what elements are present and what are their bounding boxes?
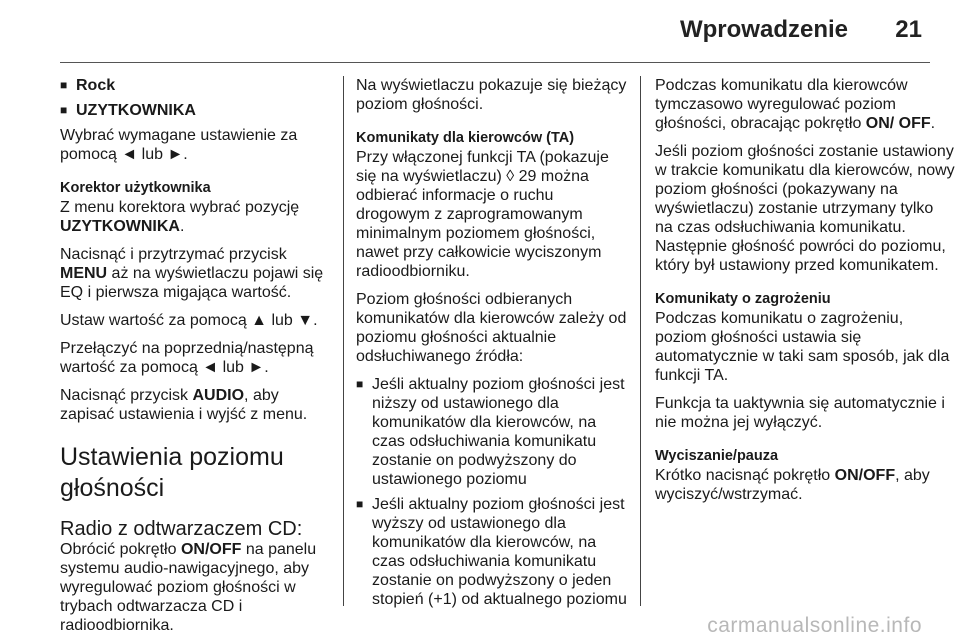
column-2 — [356, 76, 628, 615]
bullet-icon: ■ — [60, 103, 68, 117]
watermark: carmanualsonline.info — [707, 614, 922, 637]
paragraph: Na wyświetlaczu pokazuje się bieżący poziom głośności. — [356, 77, 627, 113]
column-3 — [655, 76, 955, 513]
bullet-icon: ■ — [60, 78, 68, 92]
section-heading: Ustawienia poziomu głośności — [60, 443, 284, 502]
list-item — [356, 495, 628, 609]
paragraph: Nacisnąć i przytrzymać przycisk MENU aż na wyświetlaczu pojawi się EQ i pierwsza migająca wartość. — [60, 246, 324, 301]
list-item-text: Rock — [76, 77, 116, 94]
list-item — [356, 375, 628, 489]
paragraph: Obrócić pokrętło ON/OFF na panelu systemu audio-nawigacyjnego, aby wyregulować poziom głośności w trybach odtwarzacza CD i radioodbiornika. — [60, 541, 317, 634]
page-number: 21 — [895, 16, 922, 43]
subheading: Komunikaty dla kierowców (TA) — [356, 130, 575, 146]
list-item-text: UZYTKOWNIKA — [76, 102, 196, 119]
page-title: Wprowadzenie — [679, 16, 848, 43]
column-divider — [640, 76, 641, 606]
paragraph: Poziom głośności odbieranych komunikatów dla kierowców zależy od poziomu głośności aktualnie odsłuchiwanego źródła: — [356, 291, 627, 365]
list-item-text: Jeśli aktualny poziom głośności jest wyższy od ustawionego dla komunikatów dla kierowców, na czas odsłuchiwania komunikatu zostanie on podwyższony o jeden stopień (+1) od aktualnego poziomu — [372, 496, 627, 608]
paragraph: Nacisnąć przycisk AUDIO, aby zapisać ustawienia i wyjść z menu. — [60, 387, 308, 423]
paragraph: Podczas komunikatu dla kierowców tymczasowo wyregulować poziom głośności, obracając pokrętło ON/ OFF. — [655, 77, 936, 132]
subheading: Wyciszanie/pauza — [655, 448, 779, 464]
list-item — [60, 76, 332, 95]
bullet-icon: ■ — [356, 497, 364, 511]
subheading: Korektor użytkownika — [60, 180, 211, 196]
subheading: Komunikaty o zagrożeniu — [655, 291, 831, 307]
paragraph: Krótko nacisnąć pokrętło ON/OFF, aby wyciszyć/wstrzymać. — [655, 467, 930, 503]
list-item-text: Jeśli aktualny poziom głośności jest niższy od ustawionego dla komunikatów dla kierowców, na czas odsłuchiwania komunikatu zostanie on podwyższony do ustawionego poziomu — [372, 376, 625, 488]
paragraph: Ustaw wartość za pomocą ▲ lub ▼. — [60, 312, 318, 329]
subsection-heading: Radio z odtwarzaczem CD: — [60, 518, 303, 540]
paragraph: Przełączyć na poprzednią/następną wartość za pomocą ◄ lub ►. — [60, 340, 314, 376]
column-1 — [60, 76, 332, 644]
paragraph: Wybrać wymagane ustawienie za pomocą ◄ lub ►. — [60, 127, 298, 163]
list-item — [60, 101, 332, 120]
paragraph: Funkcja ta uaktywnia się automatycznie i nie można jej wyłączyć. — [655, 395, 945, 431]
paragraph: Jeśli poziom głośności zostanie ustawiony w trakcie komunikatu dla kierowców, nowy poziom głośności (pokazywany na wyświetlaczu) zostanie utrzymany tylko na czas odsłuchiwania komunikatu. Następnie głośność powróci do poziomu, który był ustawiony przed komunikatem. — [655, 143, 955, 274]
page-header — [60, 0, 930, 63]
paragraph: Podczas komunikatu o zagrożeniu, poziom głośności ustawia się automatycznie w taki sam sposób, jak dla funkcji TA. — [655, 310, 950, 384]
paragraph: Przy włączonej funkcji TA (pokazuje się na wyświetlaczu) ◊ 29 można odbierać informacje o ruchu drogowym z zaprogramowanym minimalnym poziomem głośności, nawet przy całkowicie wyciszonym radioodbiorniku. — [356, 149, 609, 280]
paragraph: Z menu korektora wybrać pozycję UZYTKOWNIKA. — [60, 199, 300, 235]
column-divider — [343, 76, 344, 606]
bullet-icon: ■ — [356, 377, 364, 391]
